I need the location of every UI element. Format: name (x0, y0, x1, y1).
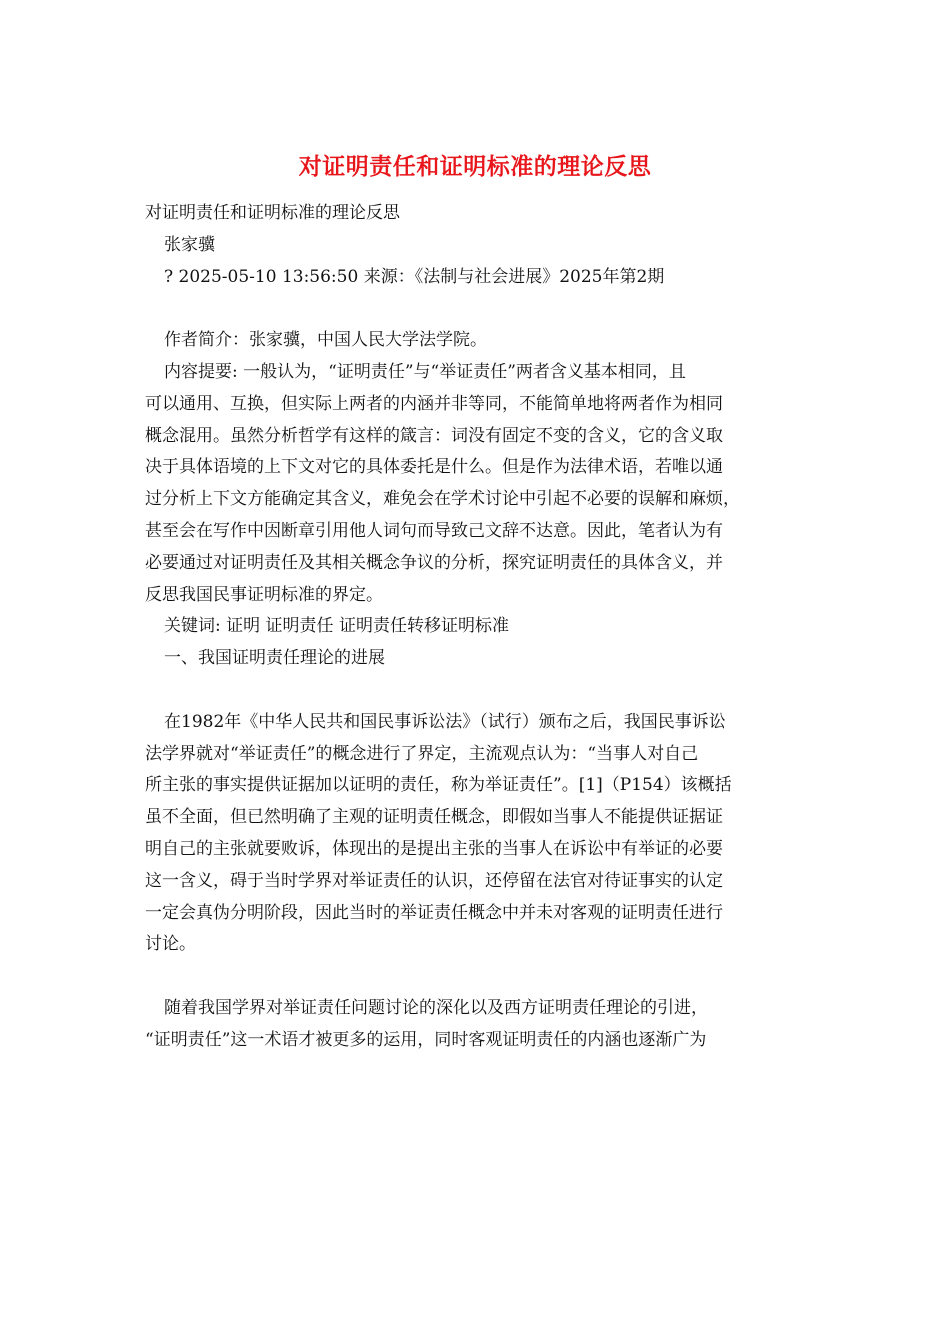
abstract-line: 可以通用、互换，但实际上两者的内涵并非等同，不能简单地将两者作为相同 (145, 393, 723, 414)
author-name: 张家骥 (164, 234, 215, 255)
abstract-line: 概念混用。虽然分析哲学有这样的箴言：词没有固定不变的含义，它的含义取 (145, 425, 723, 446)
paragraph-2 (145, 993, 805, 1057)
paragraph-line: 随着我国学界对举证责任问题讨论的深化以及西方证明责任理论的引进， (164, 997, 708, 1018)
abstract-line: 必要通过对证明责任及其相关概念争议的分析，探究证明责任的具体含义，并 (145, 552, 723, 573)
abstract-line: 决于具体语境的上下文对它的具体委托是什么。但是作为法律术语，若唯以通 (145, 457, 723, 478)
paragraph-line: 明自己的主张就要败诉，体现出的是提出主张的当事人在诉讼中有举证的必要 (145, 838, 723, 859)
paragraph-line: 法学界就对“举证责任”的概念进行了界定，主流观点认为：“当事人对自己 (145, 743, 699, 764)
author-intro: 作者简介：张家骥，中国人民大学法学院。 (164, 330, 487, 351)
document-title: 对证明责任和证明标准的理论反思 (298, 153, 652, 180)
blank-line (145, 675, 805, 707)
paragraph-1 (145, 707, 805, 961)
abstract-line: 过分析上下文方能确定其含义，难免会在学术讨论中引起不必要的误解和麻烦， (145, 489, 740, 510)
paragraph-line: “证明责任”这一术语才被更多的运用，同时客观证明责任的内涵也逐渐广为 (145, 1029, 707, 1050)
abstract-line: 甚至会在写作中因断章引用他人词句而导致己文辞不达意。因此，笔者认为有 (145, 520, 723, 541)
publish-meta: ? 2025-05-10 13:56:50 来源：《法制与社会进展》2025年第2期 (164, 266, 665, 287)
abstract-line: 内容提要: 一般认为，“证明责任”与“举证责任”两者含义基本相同，且 (164, 361, 686, 382)
abstract-line: 反思我国民事证明标准的界定。 (145, 584, 383, 605)
blank-line (145, 961, 805, 993)
keywords: 关键词: 证明 证明责任 证明责任转移证明标准 (164, 616, 509, 637)
paragraph-line: 一定会真伪分明阶段，因此当时的举证责任概念中并未对客观的证明责任进行 (145, 902, 723, 923)
document-body (145, 198, 805, 1057)
paragraph-line: 虽不全面，但已然明确了主观的证明责任概念，即假如当事人不能提供证据证 (145, 807, 723, 828)
blank-line (145, 293, 805, 325)
paragraph-line: 讨论。 (145, 934, 196, 955)
paragraph-line: 在1982年《中华人民共和国民事诉讼法》（试行）颁布之后，我国民事诉讼 (164, 711, 726, 732)
section-heading: 一、我国证明责任理论的进展 (164, 648, 385, 669)
paragraph-line: 所主张的事实提供证据加以证明的责任，称为举证责任”。[1]（P154）该概括 (145, 775, 732, 796)
abstract (145, 357, 805, 611)
paragraph-line: 这一含义，碍于当时学界对举证责任的认识，还停留在法官对待证事实的认定 (145, 870, 723, 891)
document-subtitle: 对证明责任和证明标准的理论反思 (145, 203, 400, 223)
